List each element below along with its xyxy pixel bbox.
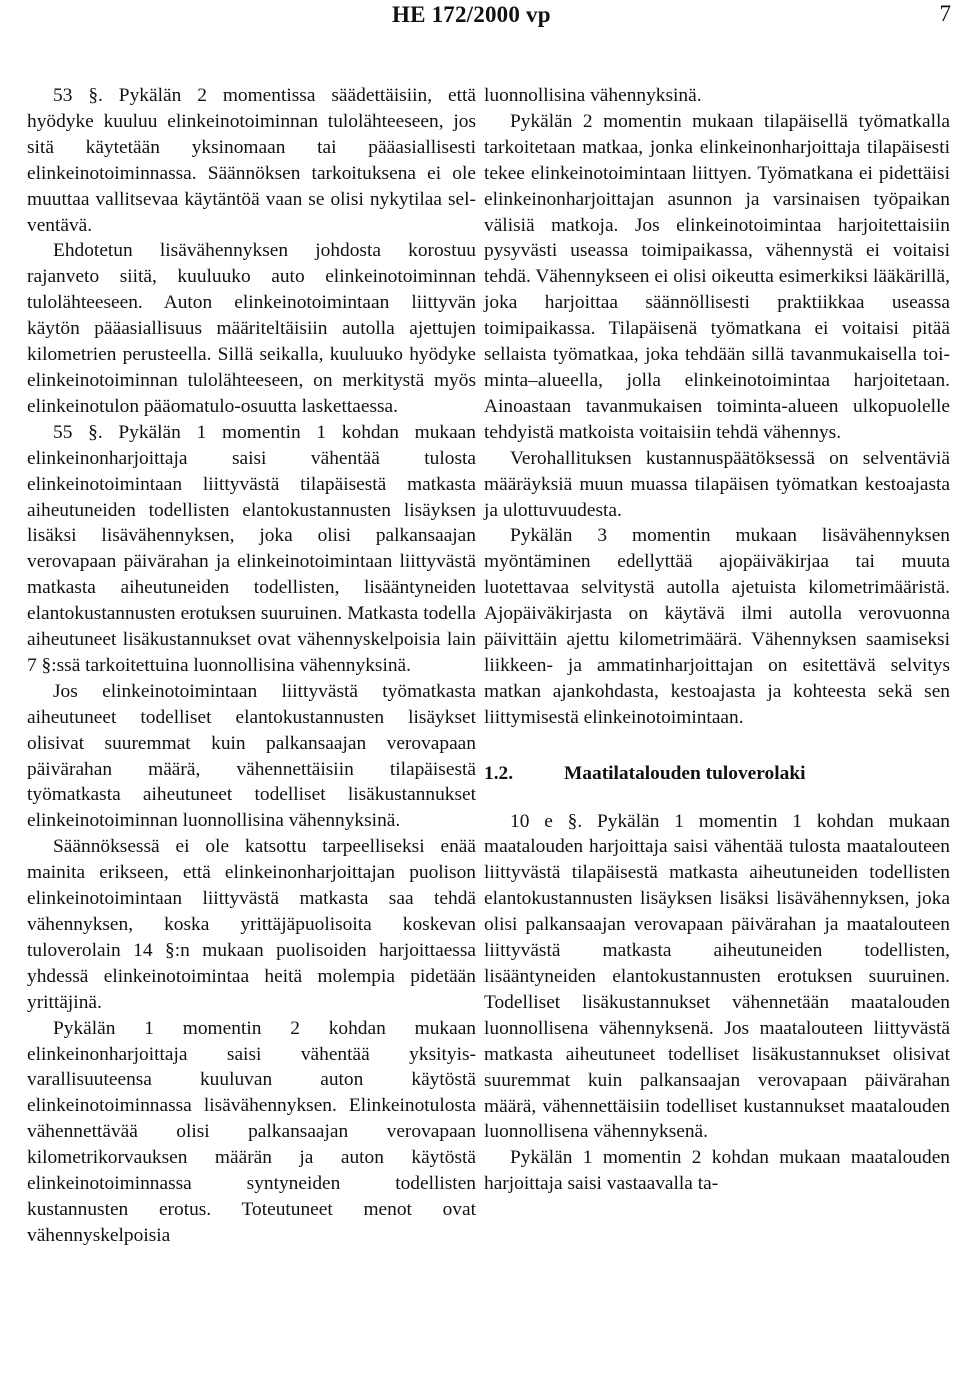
paragraph-continuation: luonnollisina vähennyksinä. <box>484 85 702 106</box>
paragraph-work-trip-costs: Jos elinkeinotoimintaan liittyvästä työmatkasta aiheutuneet todelliset elantokustannusten lisäykset olisivat suuremmat kuin palkansaajan verovapaan päivärahan määrä, vähennettäisiin tilapäisestä työmatkasta aiheutuneet todelliset lisäkustannukset elinkeinotoiminnan luonnollisina vähennyksinä. <box>27 680 476 832</box>
paragraph-driving-log: Pykälän 3 momentin mukaan lisävähennyksen myöntäminen edellyttää ajopäiväkirjaa tai muuta luotettavaa selvitystä autolla ajetuista kilometrimääristä. Ajopäiväkirjasta on käytävä ilmi autolla verovuonna päivittäin ajettu kilometrimäärä. Vähennyksen saamiseksi liikkeen- ja ammatinharjoittajan on esitettävä selvitys matkan ajankohdasta, kestoajasta ja kohteesta sekä sen liittymisestä elinkeinotoimintaan. <box>484 525 950 728</box>
section-number: 1.2. <box>484 762 514 784</box>
page-header <box>0 0 960 40</box>
paragraph-spouse-provision: Säännöksessä ei ole katsottu tarpeelliseksi enää mainita erikseen, että elinkeinonharjoittajan puolison elinkeinotoimintaan liittyvästä matkasta saa tehdä vähennyksen, koska yrittäjäpuolisoita koskevan tuloverolain 14 §:n mukaan puolisoiden harjoittaessa yhdessä elinkeinotoimintaa heitä molempia pidetään yrittäjinä. <box>27 836 476 1013</box>
document-identifier: HE 172/2000 vp <box>392 2 551 27</box>
right-column <box>484 83 950 1197</box>
paragraph-car-use-deduction: Pykälän 1 momentin 2 kohdan mukaan elinkeinonharjoittaja saisi vähentää yksityisvarallisuuteensa kuuluvan auton käytöstä elinkeinotoiminnassa lisävähennyksen. Elinkeinotulosta vähennettävää olisi palkansaajan verovapaan kilometrikorvauksen määrän ja auton käytöstä elinkeinotoiminnassa syntyneiden todellisten kustannusten erotus. Toteutuneet menot ovat vähennyskelpoisia <box>27 1017 476 1246</box>
page-number: 7 <box>939 1 951 26</box>
left-column <box>27 83 476 1249</box>
paragraph-55-section: 55 §. Pykälän 1 momentin 1 kohdan mukaan elinkeinonharjoittaja saisi vähentää tulosta elinkeinotoimintaan liittyvästä tilapäisestä matkasta aiheutuneiden todellisten elantokustannusten lisäyksen lisäksi lisävähennyksen, joka olisi palkansaajan verovapaan päivärahan ja elinkeinotoimintaan liittyvästä matkasta aiheutuneiden todellisten, lisääntyneiden elantokustannusten erotuksen suuruinen. Matkasta todella aiheutuneet lisäkustannukset ovat vähennyskelpoisia lain 7 §:ssä tarkoitettuina luonnollisina vähennyksinä. <box>27 421 476 676</box>
section-heading <box>484 761 950 787</box>
section-title: Maatilatalouden tuloverolaki <box>564 762 806 784</box>
paragraph-53-section: 53 §. Pykälän 2 momentissa säädettäisiin, että hyödyke kuuluu elinkeinotoiminnan tulolähteeseen, jos sitä käytetään yksinomaan tai pääasiallisesti elinkeinotoiminnassa. Säännöksen tarkoituksena ei ole muuttaa vallitsevaa käytäntöä vaan se olisi nykytilaa selventävä. <box>27 85 476 236</box>
paragraph-proposed-deduction: Ehdotetun lisävähennyksen johdosta korostuu rajanveto siitä, kuuluuko auto elinkeinotoiminnan tulolähteeseen. Auton elinkeinotoimintaan liittyvän käytön pääasiallisuus määriteltäisiin autolla ajettujen kilometrien perusteella. Sillä seikalla, kuuluuko hyödyke elinkeinotoiminnan tulolähteeseen, on merkitystä myös elinkeinotulon pääomatulo-osuutta laskettaessa. <box>27 240 476 417</box>
paragraph-tax-administration: Verohallituksen kustannuspäätöksessä on selventäviä määräyksiä muun muassa tilapäisen työmatkan kestoajasta ja ulottuvuudesta. <box>484 447 950 521</box>
paragraph-10e-section: 10 e §. Pykälän 1 momentin 1 kohdan mukaan maatalouden harjoittaja saisi vähentää tulosta maatalouteen liittyvästä tilapäisestä matkasta aiheutuneiden todellisten elantokustannusten lisäyksen lisäksi lisävähennyksen, joka olisi palkansaajan verovapaan päivärahan ja maatalouteen liittyvästä matkasta aiheutuneiden todellisten, lisääntyneiden elantokustannusten erotuksen suuruinen. Todelliset lisäkustannukset vähennetään maatalouden luonnollisena vähennyksenä. Jos maatalouteen liittyvästä matkasta aiheutuneet todelliset lisäkustannukset olisivat suuremmat kuin palkansaajan verovapaan päivärahan määrä, vähennettäisiin todelliset kustannukset maatalouden luonnollisena vähennyksenä. <box>484 810 950 1143</box>
paragraph-farm-car-deduction: Pykälän 1 momentin 2 kohdan mukaan maatalouden harjoittaja saisi vastaavalla ta- <box>484 1147 950 1195</box>
paragraph-temporary-work-trip: Pykälän 2 momentin mukaan tilapäisellä työmatkalla tarkoitetaan matkaa, jonka elinkeinonharjoittaja tilapäisesti tekee elinkeinotoimintaan liittyen. Työmatkana ei pidettäisi elinkeinonharjoittajan asunnon ja varsinaisen työpaikan välisiä matkoja. Jos elinkeinotoimintaa harjoitettaisiin pysyvästi useassa toimipaikassa, vähennystä ei voitaisi tehdä. Vähennykseen ei olisi oikeutta esimerkiksi lääkärillä, joka harjoittaa säännöllisesti praktiikkaa useassa toimipaikassa. Tilapäisenä työmatkana ei voitaisi pitää sellaista työmatkaa, joka tehdään sillä tavanmukaisella toiminta–alueella, jolla elinkeinotoimintaa harjoitetaan. Ainoastaan tavanmukaisen toiminta-alueen ulkopuolelle tehdyistä matkoista voitaisiin tehdä vähennys. <box>484 110 950 443</box>
